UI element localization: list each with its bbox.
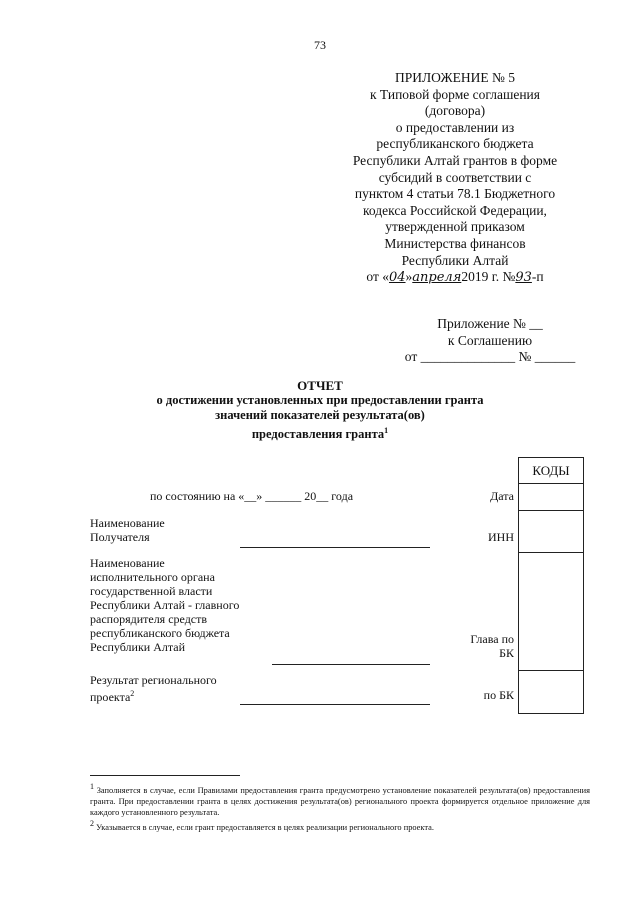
appendix-header-line: к Типовой форме соглашения [370, 86, 540, 102]
report-title-line: о достижении установленных при предоставлении гранта [156, 393, 484, 407]
result-label-line [90, 687, 217, 704]
organ-label-line: распорядителя средств [90, 612, 208, 626]
footnote-2-text: Указывается в случае, если грант предоставляется в целях реализации регионального проекта. [94, 822, 434, 832]
organ-label-line: республиканского бюджета [90, 626, 230, 640]
agreement-appendix-line: от ______________ № ______ [404, 349, 576, 364]
appendix-header-line: (договора) [424, 103, 486, 119]
date-mid: » [405, 269, 413, 285]
footnotes [90, 781, 590, 833]
glava-bk-label [440, 632, 514, 660]
recipient-label-line: Получателя [90, 530, 150, 544]
appendix-header-line: Республики Алтай [401, 252, 509, 268]
date-code-cell[interactable] [519, 484, 583, 511]
footnote-mark: 1 [384, 426, 389, 435]
appendix-header-line: республиканского бюджета [376, 136, 534, 152]
organ-label-line: Республики Алтай - главного [90, 598, 240, 612]
footnote-2-mark: 2 [90, 818, 94, 828]
bk-code-cell[interactable] [519, 671, 583, 714]
footnote-separator [90, 775, 240, 776]
codes-column [518, 457, 584, 714]
recipient-label [90, 516, 165, 544]
glava-bk-code-cell[interactable] [519, 553, 583, 671]
agreement-appendix-line: Приложение № __ [437, 316, 543, 331]
date-year-num: 2019 г. № [461, 269, 516, 285]
page-number: 73 [314, 38, 326, 52]
recipient-label-line: Наименование [90, 516, 165, 530]
appendix-header-line: утвержденной приказом [385, 219, 525, 235]
footnote-1-text: Заполняется в случае, если Правилами предоставления гранта предусмотрено установление показателей результата(ов) предоставления гранта. При предоставлении гранта в целях достижения результата(ов) регионального проекта формируется отдельное приложение для каждого установленного результата. [90, 785, 590, 817]
date-prefix: от « [366, 269, 389, 285]
appendix-header-line: Министерства финансов [384, 235, 526, 251]
appendix-header-line: пунктом 4 статьи 78.1 Бюджетного [354, 186, 556, 202]
glava-bk-label-line: Глава по [470, 632, 514, 646]
as-of-date: по состоянию на «__» ______ 20__ года [150, 489, 354, 503]
report-title [90, 378, 550, 442]
date-suffix: -п [531, 269, 544, 285]
appendix-header [330, 70, 580, 287]
report-title-line: значений показателей результата(ов) [215, 408, 425, 422]
order-date-line [330, 269, 580, 287]
organ-label-line: Республики Алтай [90, 640, 185, 654]
agreement-appendix-line: к Соглашению [447, 332, 533, 348]
report-title-line-last [90, 423, 550, 442]
footnote-1 [90, 781, 590, 818]
glava-bk-label-line: БК [499, 646, 514, 660]
footnote-mark: 2 [130, 689, 135, 698]
organ-label-line: Наименование [90, 556, 165, 570]
footnote-1-mark: 1 [90, 782, 94, 791]
agreement-appendix [380, 316, 600, 366]
handwritten-month: апреля [412, 270, 462, 286]
report-title-text: предоставления гранта [251, 427, 385, 442]
appendix-header-line: кодекса Российской Федерации, [363, 202, 547, 218]
inn-label: ИНН [488, 530, 514, 544]
organ-label-line: исполнительного органа [90, 570, 215, 584]
result-label-text: проекта [90, 690, 131, 704]
handwritten-order-number: 93 [515, 270, 532, 286]
appendix-header-line: субсидий в соответствии с [378, 169, 532, 185]
result-project-field[interactable] [240, 704, 430, 705]
codes-header: КОДЫ [519, 458, 583, 484]
result-label-line: Результат регионального [90, 673, 217, 687]
appendix-header-line: ПРИЛОЖЕНИЕ № 5 [394, 70, 516, 85]
result-label [90, 673, 217, 704]
organ-label-line: государственной власти [90, 584, 213, 598]
organ-name-field[interactable] [272, 664, 430, 665]
organ-label [90, 556, 239, 654]
date-label: Дата [490, 489, 514, 503]
inn-code-cell[interactable] [519, 511, 583, 553]
footnote-2 [90, 818, 590, 833]
recipient-name-field[interactable] [240, 547, 430, 548]
bk-label: по БК [483, 688, 514, 702]
handwritten-day: 04 [388, 270, 406, 286]
appendix-header-line: Республики Алтай грантов в форме [352, 152, 558, 168]
report-title-main: ОТЧЕТ [297, 378, 343, 393]
appendix-header-line: о предоставлении из [395, 119, 515, 135]
